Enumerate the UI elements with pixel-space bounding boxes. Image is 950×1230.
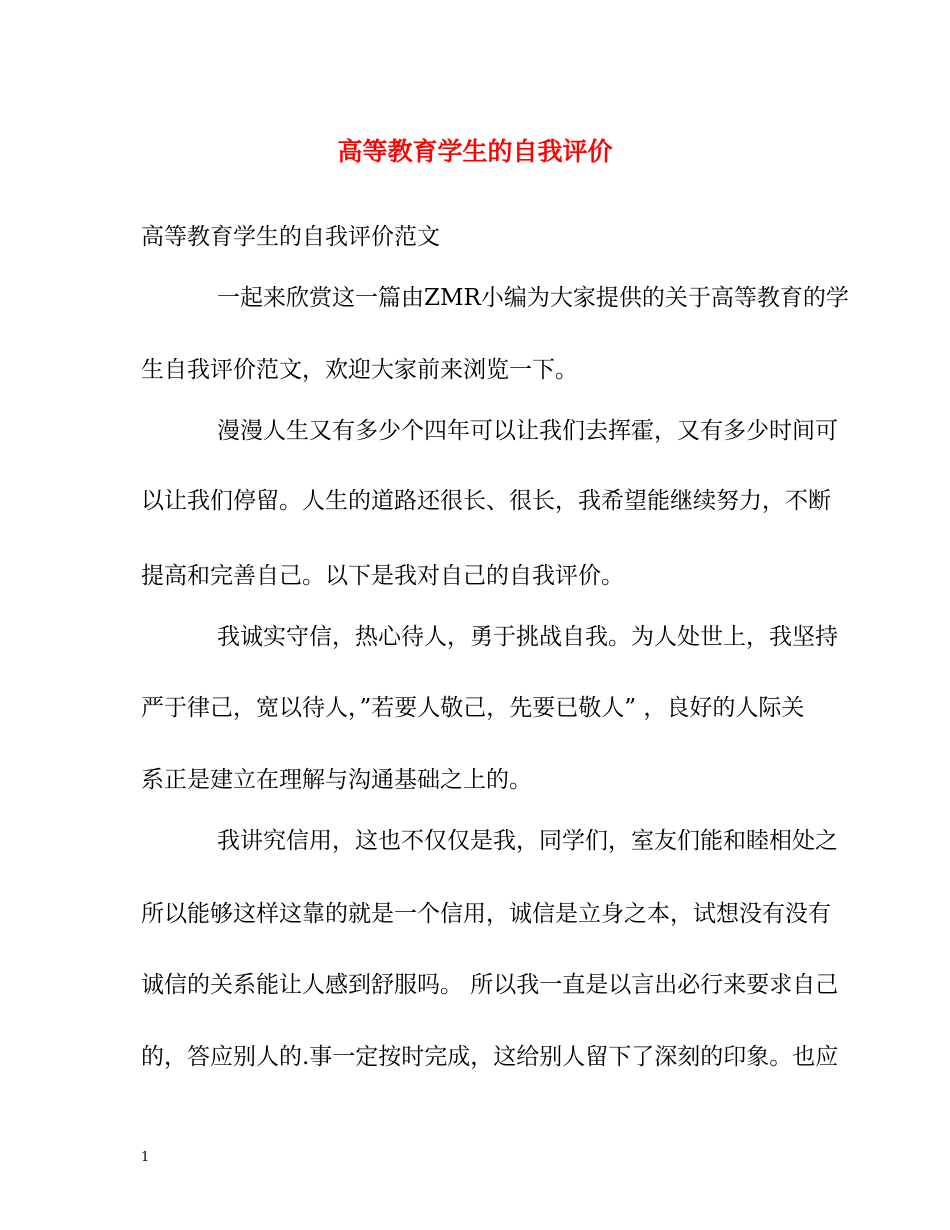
body-line: 所以能够这样这靠的就是一个信用，诚信是立身之本，试想没有没有: [141, 901, 831, 927]
body-line: 一起来欣赏这一篇由ZMR小编为大家提供的关于高等教育的学: [217, 285, 849, 311]
body-line: 以让我们停留。人生的道路还很长、很长，我希望能继续努力，不断: [141, 488, 831, 514]
body-line: 我诚实守信，热心待人，勇于挑战自我。为人处世上，我坚持: [217, 624, 838, 650]
body-line: 严于律己，宽以待人，”若要人敬己，先要已敬人” ，良好的人际关: [141, 695, 805, 721]
body-line: 的，答应别人的.事一定按时完成，这给别人留下了深刻的印象。也应: [141, 1044, 839, 1070]
body-line: 漫漫人生又有多少个四年可以让我们去挥霍，又有多少时间可: [217, 418, 838, 444]
body-line: 诚信的关系能让人感到舒服吗。 所以我一直是以言出必行来要求自己: [141, 972, 839, 998]
page-number: 1: [141, 1150, 150, 1165]
body-line: 我讲究信用，这也不仅仅是我，同学们，室友们能和睦相处之: [217, 828, 838, 854]
document-subtitle: 高等教育学生的自我评价范文: [141, 224, 440, 250]
body-line: 提高和完善自己。以下是我对自己的自我评价。: [141, 563, 624, 589]
body-line: 系正是建立在理解与沟通基础之上的。: [141, 767, 532, 793]
document-title: 高等教育学生的自我评价: [337, 137, 613, 166]
body-line: 生自我评价范文，欢迎大家前来浏览一下。: [141, 357, 578, 383]
